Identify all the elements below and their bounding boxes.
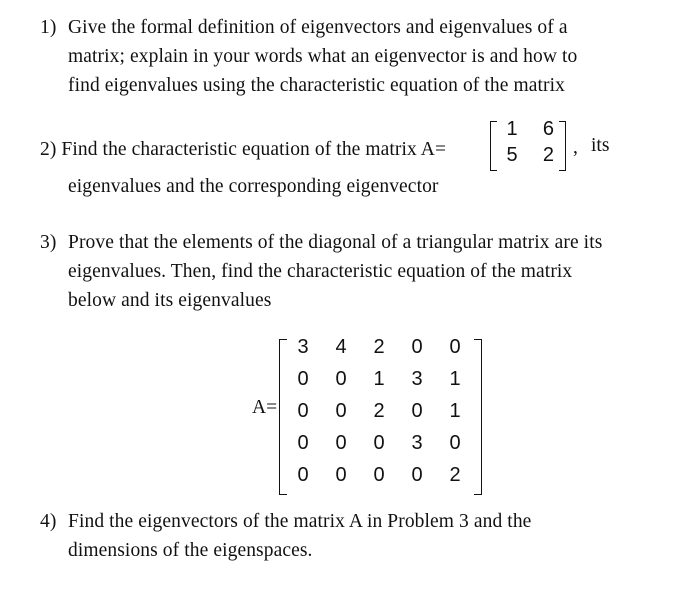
matrix-5x5-cell: 2 xyxy=(373,336,385,358)
question-3-line-3: below and its eigenvalues xyxy=(68,290,272,311)
question-4 xyxy=(40,507,531,565)
matrix-5x5-cell: 0 xyxy=(449,336,461,358)
matrix-5x5-cell: 3 xyxy=(411,368,423,390)
question-3-line-1: Prove that the elements of the diagonal of a triangular matrix are its xyxy=(68,232,603,253)
matrix-5x5-cell: 0 xyxy=(297,464,309,486)
matrix-5x5-cell: 0 xyxy=(297,432,309,454)
matrix-5x5-cell: 2 xyxy=(373,400,385,422)
matrix-5x5 xyxy=(284,336,474,496)
matrix-2x2-right-bracket xyxy=(559,121,566,171)
matrix-5x5-cell: 0 xyxy=(373,432,385,454)
question-2-comma: , xyxy=(573,137,578,158)
question-2-line-2: eigenvalues and the corresponding eigenvector xyxy=(68,176,439,197)
matrix-5x5-right-bracket xyxy=(474,339,482,495)
matrix-5x5-cell: 3 xyxy=(411,432,423,454)
matrix-2x2 xyxy=(498,118,554,170)
matrix-5x5-cell: 0 xyxy=(335,400,347,422)
matrix-5x5-cell: 0 xyxy=(335,368,347,390)
question-1-line-3: find eigenvalues using the characteristic equation of the matrix xyxy=(68,75,565,96)
matrix-5x5-cell: 0 xyxy=(335,464,347,486)
matrix-5x5-cell: 0 xyxy=(411,336,423,358)
question-3-line-2: eigenvalues. Then, find the characteristic equation of the matrix xyxy=(68,261,573,282)
matrix-2x2-left-bracket xyxy=(490,121,497,171)
matrix-5x5-cell: 0 xyxy=(411,464,423,486)
matrix-5x5-cell: 0 xyxy=(297,400,309,422)
question-4-line-1: Find the eigenvectors of the matrix A in Problem 3 and the xyxy=(68,511,532,532)
matrix-2x2-cell: 6 xyxy=(542,118,554,140)
question-4-line-2: dimensions of the eigenspaces. xyxy=(68,540,313,561)
matrix-5x5-cell: 1 xyxy=(373,368,385,390)
matrix-5x5-cell: 0 xyxy=(449,432,461,454)
matrix-5x5-cell: 0 xyxy=(373,464,385,486)
matrix-5x5-cell: 0 xyxy=(297,368,309,390)
question-3-number: 3) xyxy=(40,232,57,253)
matrix-5x5-cell: 1 xyxy=(449,400,461,422)
question-4-number: 4) xyxy=(40,511,57,532)
question-1-line-1: Give the formal definition of eigenvectors and eigenvalues of a xyxy=(68,17,568,38)
question-1 xyxy=(40,13,680,100)
matrix-5x5-cell: 3 xyxy=(297,336,309,358)
question-2-line-1: 2) Find the characteristic equation of the matrix A= xyxy=(40,139,447,160)
question-1-number: 1) xyxy=(40,17,57,38)
matrix-5x5-cell: 4 xyxy=(335,336,347,358)
matrix-5x5-cell: 0 xyxy=(411,400,423,422)
question-2 xyxy=(40,135,447,197)
question-3 xyxy=(40,228,602,315)
matrix-5x5-cell: 2 xyxy=(449,464,461,486)
matrix-2x2-cell: 2 xyxy=(542,144,554,166)
matrix-5x5-cell: 0 xyxy=(335,432,347,454)
matrix-5x5-cell: 1 xyxy=(449,368,461,390)
matrix-2x2-cell: 5 xyxy=(506,144,518,166)
question-1-line-2: matrix; explain in your words what an eigenvector is and how to xyxy=(68,46,578,67)
matrix-2x2-cell: 1 xyxy=(506,118,518,140)
matrix-5x5-label: A= xyxy=(252,397,278,418)
question-2-suffix: its xyxy=(591,135,610,156)
